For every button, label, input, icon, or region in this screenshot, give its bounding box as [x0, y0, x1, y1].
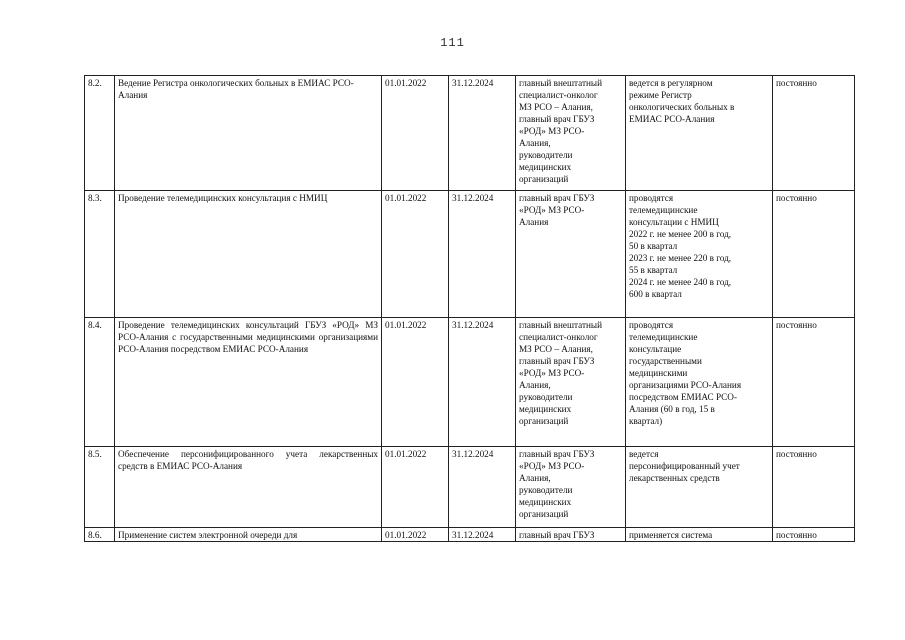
measure-name: Ведение Регистра онкологических больных в ЕМИАС РСО-Алания: [115, 76, 382, 191]
responsible: главный внештатный специалист-онколог МЗ РСО – Алания, главный врач ГБУЗ «РОД» МЗ РСО- Алания, руководители медицинских организаций: [516, 318, 626, 447]
row-number: 8.5.: [85, 447, 115, 528]
term: постоянно: [773, 191, 855, 318]
row-number: 8.2.: [85, 76, 115, 191]
end-date: 31.12.2024: [449, 191, 516, 318]
responsible: главный врач ГБУЗ «РОД» МЗ РСО- Алания: [516, 191, 626, 318]
row-number: 8.3.: [85, 191, 115, 318]
measure-name: Проведение телемедицинских консультаций ГБУЗ «РОД» МЗ РСО-Алания с государственными медицинскими организациями РСО-Алания посредством ЕМИАС РСО-Алания: [115, 318, 382, 447]
responsible: главный врач ГБУЗ: [516, 528, 626, 542]
start-date: 01.01.2022: [382, 447, 449, 528]
table-row: [85, 76, 855, 191]
table-row: [85, 447, 855, 528]
term: постоянно: [773, 447, 855, 528]
result: проводятся телемедицинские консультацие государственными медицинскими организациями РСО-Алания посредством ЕМИАС РСО- Алания (60 в год, 15 в квартал): [626, 318, 773, 447]
result: проводятся телемедицинские консультации с НМИЦ 2022 г. не менее 200 в год, 50 в квартал 2023 г. не менее 220 в год, 55 в квартал 2024 г. не менее 240 в год, 600 в квартал: [626, 191, 773, 318]
result: применяется система: [626, 528, 773, 542]
term: постоянно: [773, 528, 855, 542]
start-date: 01.01.2022: [382, 191, 449, 318]
row-number: 8.6.: [85, 528, 115, 542]
table-row: [85, 528, 855, 542]
term: постоянно: [773, 76, 855, 191]
row-number: 8.4.: [85, 318, 115, 447]
measure-name: Применение систем электронной очереди для: [115, 528, 382, 542]
end-date: 31.12.2024: [449, 447, 516, 528]
responsible: главный врач ГБУЗ «РОД» МЗ РСО- Алания, руководители медицинских организаций: [516, 447, 626, 528]
responsible: главный внештатный специалист-онколог МЗ РСО – Алания, главный врач ГБУЗ «РОД» МЗ РСО- Алания, руководители медицинских организаций: [516, 76, 626, 191]
table-row: [85, 318, 855, 447]
table-row: [85, 191, 855, 318]
start-date: 01.01.2022: [382, 528, 449, 542]
page-number: 111: [440, 36, 465, 50]
term: постоянно: [773, 318, 855, 447]
end-date: 31.12.2024: [449, 318, 516, 447]
start-date: 01.01.2022: [382, 318, 449, 447]
measure-name: Проведение телемедицинских консультация с НМИЦ: [115, 191, 382, 318]
result: ведется персонифицированный учет лекарственных средств: [626, 447, 773, 528]
measures-table: [84, 75, 855, 542]
end-date: 31.12.2024: [449, 528, 516, 542]
start-date: 01.01.2022: [382, 76, 449, 191]
measure-name: Обеспечение персонифицированного учета лекарственных средств в ЕМИАС РСО-Алания: [115, 447, 382, 528]
result: ведется в регулярном режиме Регистр онкологических больных в ЕМИАС РСО-Алания: [626, 76, 773, 191]
end-date: 31.12.2024: [449, 76, 516, 191]
